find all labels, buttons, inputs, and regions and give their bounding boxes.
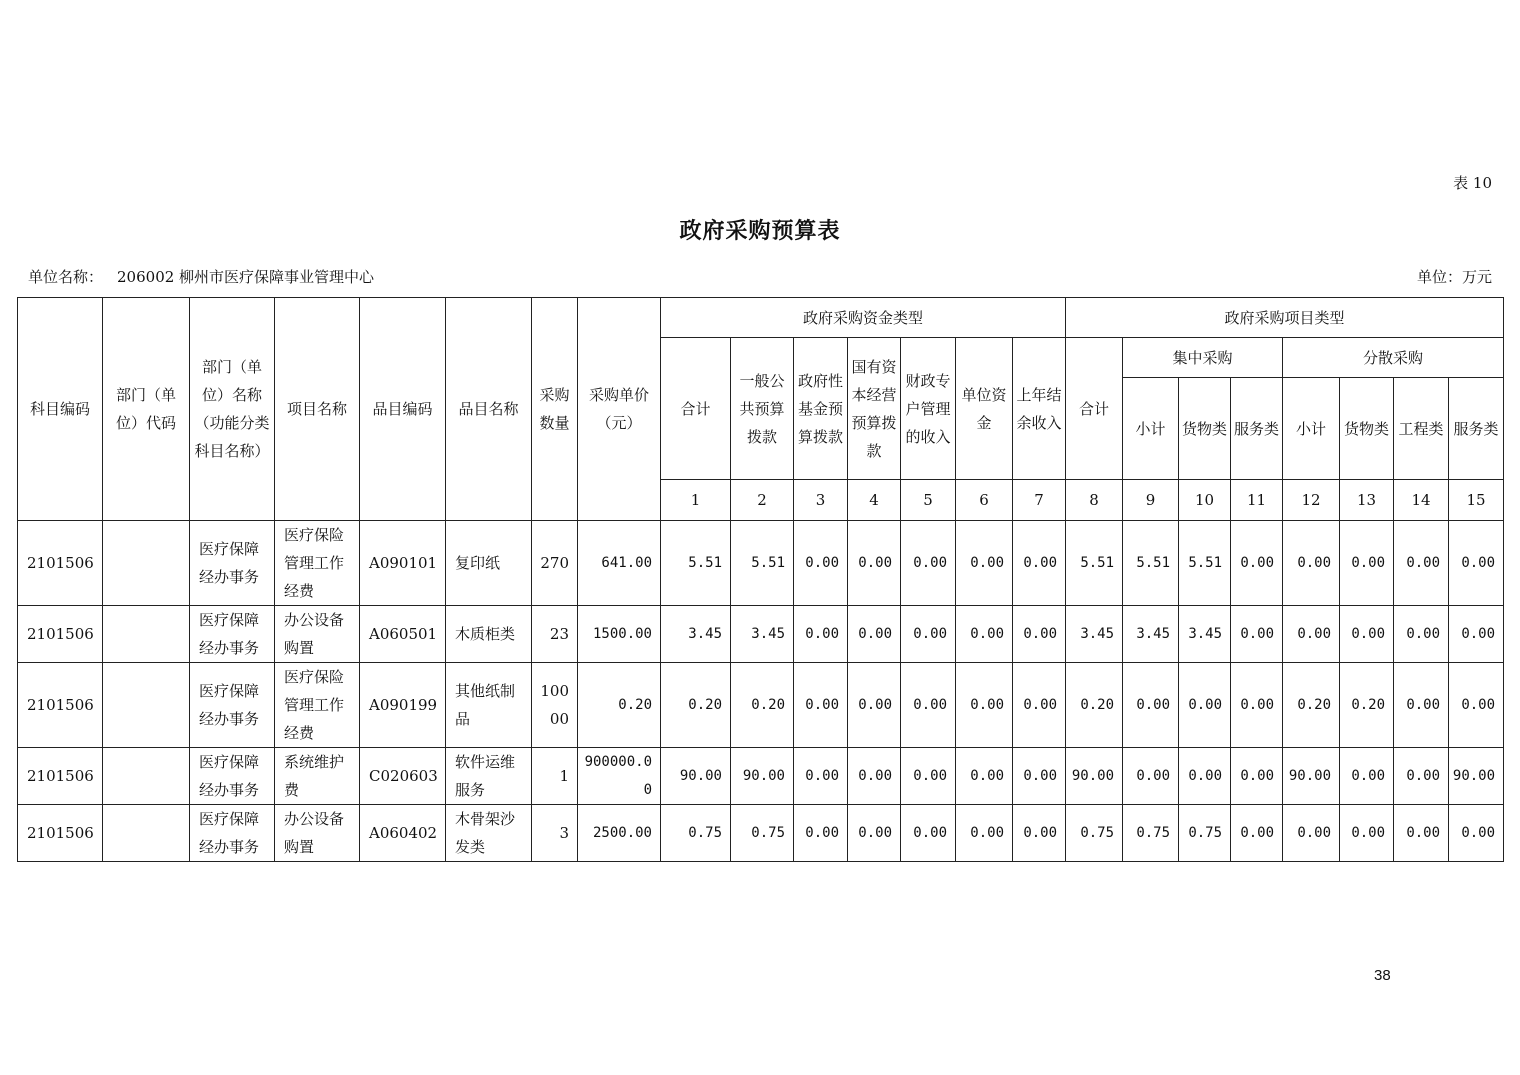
table-row (18, 663, 1504, 748)
amount-cell: 0.00 (794, 805, 848, 862)
header-dispersed-col: 货物类 (1340, 378, 1394, 480)
amount-cell: 0.00 (901, 748, 956, 805)
amount-cell: 0.00 (1013, 663, 1066, 748)
amount-cell: 0.00 (1179, 663, 1231, 748)
header-item-code: 品目编码 (360, 298, 446, 521)
amount-cell: 0.00 (794, 521, 848, 606)
quantity-cell: 23 (532, 606, 578, 663)
header-subject-code: 科目编码 (18, 298, 103, 521)
project-name-cell: 医疗保险管理工作经费 (275, 663, 360, 748)
amount-cell: 0.00 (794, 663, 848, 748)
unit-price-cell: 641.00 (578, 521, 661, 606)
amount-cell: 0.20 (1340, 663, 1394, 748)
column-number: 5 (901, 480, 956, 521)
header-fund-type: 政府采购资金类型 (661, 298, 1066, 338)
column-number: 7 (1013, 480, 1066, 521)
amount-cell: 0.20 (731, 663, 794, 748)
header-dispersed-procurement: 分散采购 (1283, 338, 1504, 378)
amount-cell: 0.00 (1231, 748, 1283, 805)
unit-price-cell: 900000.00 (578, 748, 661, 805)
item-code-cell: A060402 (360, 805, 446, 862)
column-number: 10 (1179, 480, 1231, 521)
amount-cell: 0.00 (1013, 606, 1066, 663)
amount-cell: 0.00 (1231, 606, 1283, 663)
quantity-cell: 270 (532, 521, 578, 606)
header-project-name: 项目名称 (275, 298, 360, 521)
amount-cell: 0.00 (1123, 663, 1179, 748)
amount-cell: 90.00 (661, 748, 731, 805)
item-name-cell: 软件运维服务 (446, 748, 532, 805)
amount-cell: 0.00 (1123, 748, 1179, 805)
amount-cell: 0.00 (794, 606, 848, 663)
table-row (18, 805, 1504, 862)
table-number: 表 10 (1453, 174, 1492, 192)
dept-name-cell: 医疗保障经办事务 (190, 748, 275, 805)
amount-cell: 0.00 (1340, 606, 1394, 663)
amount-cell: 3.45 (661, 606, 731, 663)
amount-cell: 0.00 (1394, 521, 1449, 606)
dept-code-cell (103, 748, 190, 805)
column-number: 8 (1066, 480, 1123, 521)
project-name-cell: 办公设备购置 (275, 606, 360, 663)
column-number: 14 (1394, 480, 1449, 521)
header-fund-col: 国有资本经营预算拨款 (848, 338, 901, 480)
unit-price-cell: 0.20 (578, 663, 661, 748)
amount-cell: 0.00 (1283, 606, 1340, 663)
header-item-name: 品目名称 (446, 298, 532, 521)
column-number: 3 (794, 480, 848, 521)
unit-name-label: 单位名称： (28, 268, 104, 286)
document-title: 政府采购预算表 (679, 218, 841, 244)
column-number: 6 (956, 480, 1013, 521)
column-number: 13 (1340, 480, 1394, 521)
amount-cell: 0.75 (1066, 805, 1123, 862)
item-name-cell: 其他纸制品 (446, 663, 532, 748)
amount-cell: 90.00 (1283, 748, 1340, 805)
header-dispersed-col: 工程类 (1394, 378, 1449, 480)
amount-cell: 0.00 (848, 748, 901, 805)
amount-cell: 3.45 (1123, 606, 1179, 663)
unit-price-cell: 2500.00 (578, 805, 661, 862)
amount-cell: 0.20 (661, 663, 731, 748)
amount-cell: 0.00 (1394, 805, 1449, 862)
amount-cell: 5.51 (1123, 521, 1179, 606)
header-dept-name: 部门（单位）名称（功能分类科目名称） (190, 298, 275, 521)
dept-name-cell: 医疗保障经办事务 (190, 521, 275, 606)
header-row-1 (18, 298, 1504, 338)
amount-cell: 5.51 (661, 521, 731, 606)
amount-cell: 0.75 (1123, 805, 1179, 862)
header-quantity: 采购数量 (532, 298, 578, 521)
amount-cell: 3.45 (731, 606, 794, 663)
header-fund-col: 合计 (661, 338, 731, 480)
item-name-cell: 木骨架沙发类 (446, 805, 532, 862)
amount-cell: 0.00 (1340, 748, 1394, 805)
amount-cell: 90.00 (1066, 748, 1123, 805)
project-name-cell: 医疗保险管理工作经费 (275, 521, 360, 606)
header-dispersed-col: 小计 (1283, 378, 1340, 480)
table-row (18, 606, 1504, 663)
amount-cell: 0.00 (901, 805, 956, 862)
amount-cell: 0.00 (794, 748, 848, 805)
header-unit-price: 采购单价（元） (578, 298, 661, 521)
amount-cell: 0.00 (956, 663, 1013, 748)
amount-cell: 0.00 (848, 606, 901, 663)
amount-cell: 0.00 (901, 663, 956, 748)
unit-price-cell: 1500.00 (578, 606, 661, 663)
amount-cell: 0.00 (1449, 521, 1504, 606)
amount-cell: 0.00 (1449, 663, 1504, 748)
header-project-type: 政府采购项目类型 (1066, 298, 1504, 338)
item-name-cell: 木质柜类 (446, 606, 532, 663)
amount-cell: 0.00 (901, 606, 956, 663)
column-number: 15 (1449, 480, 1504, 521)
amount-cell: 5.51 (1179, 521, 1231, 606)
project-name-cell: 系统维护费 (275, 748, 360, 805)
amount-cell: 5.51 (731, 521, 794, 606)
quantity-cell: 3 (532, 805, 578, 862)
amount-cell: 0.75 (731, 805, 794, 862)
amount-cell: 0.00 (1231, 521, 1283, 606)
dept-code-cell (103, 663, 190, 748)
amount-cell: 0.00 (1179, 748, 1231, 805)
item-name-cell: 复印纸 (446, 521, 532, 606)
header-dispersed-col: 服务类 (1449, 378, 1504, 480)
amount-cell: 0.00 (1283, 805, 1340, 862)
amount-cell: 3.45 (1066, 606, 1123, 663)
header-fund-col: 上年结余收入 (1013, 338, 1066, 480)
header-dept-code: 部门（单位）代码 (103, 298, 190, 521)
column-number: 2 (731, 480, 794, 521)
item-code-cell: C020603 (360, 748, 446, 805)
amount-cell: 0.00 (1394, 606, 1449, 663)
amount-cell: 0.00 (1394, 748, 1449, 805)
table-body (18, 521, 1504, 862)
quantity-cell: 1 (532, 748, 578, 805)
amount-cell: 0.75 (661, 805, 731, 862)
subject-code-cell: 2101506 (18, 748, 103, 805)
amount-cell: 90.00 (731, 748, 794, 805)
amount-cell: 0.00 (956, 606, 1013, 663)
amount-cell: 0.00 (848, 663, 901, 748)
amount-cell: 0.00 (1013, 805, 1066, 862)
amount-cell: 0.00 (1231, 663, 1283, 748)
amount-cell: 0.00 (1340, 521, 1394, 606)
column-number: 9 (1123, 480, 1179, 521)
header-fund-col: 政府性基金预算拨款 (794, 338, 848, 480)
amount-cell: 0.00 (1394, 663, 1449, 748)
subject-code-cell: 2101506 (18, 663, 103, 748)
unit-name-value: 206002 柳州市医疗保障事业管理中心 (117, 268, 375, 286)
amount-cell: 0.00 (956, 805, 1013, 862)
header-project-total: 合计 (1066, 338, 1123, 480)
header-central-col: 小计 (1123, 378, 1179, 480)
column-number: 4 (848, 480, 901, 521)
header-fund-col: 单位资金 (956, 338, 1013, 480)
dept-name-cell: 医疗保障经办事务 (190, 805, 275, 862)
amount-cell: 0.00 (956, 521, 1013, 606)
header-fund-col: 财政专户管理的收入 (901, 338, 956, 480)
header-central-col: 货物类 (1179, 378, 1231, 480)
subject-code-cell: 2101506 (18, 521, 103, 606)
amount-cell: 0.20 (1066, 663, 1123, 748)
dept-code-cell (103, 805, 190, 862)
subject-code-cell: 2101506 (18, 606, 103, 663)
dept-name-cell: 医疗保障经办事务 (190, 663, 275, 748)
amount-cell: 0.20 (1283, 663, 1340, 748)
amount-cell: 0.00 (848, 521, 901, 606)
project-name-cell: 办公设备购置 (275, 805, 360, 862)
dept-code-cell (103, 521, 190, 606)
column-number: 1 (661, 480, 731, 521)
money-unit: 单位：万元 (1416, 268, 1492, 286)
item-code-cell: A090101 (360, 521, 446, 606)
amount-cell: 0.00 (901, 521, 956, 606)
column-number: 11 (1231, 480, 1283, 521)
amount-cell: 0.00 (1013, 748, 1066, 805)
amount-cell: 0.00 (956, 748, 1013, 805)
amount-cell: 0.00 (1283, 521, 1340, 606)
amount-cell: 90.00 (1449, 748, 1504, 805)
amount-cell: 0.00 (1449, 805, 1504, 862)
header-central-procurement: 集中采购 (1123, 338, 1283, 378)
amount-cell: 3.45 (1179, 606, 1231, 663)
dept-code-cell (103, 606, 190, 663)
amount-cell: 0.00 (1340, 805, 1394, 862)
unit-name-line (28, 266, 374, 287)
column-number: 12 (1283, 480, 1340, 521)
amount-cell: 0.75 (1179, 805, 1231, 862)
procurement-budget-table (17, 297, 1504, 862)
dept-name-cell: 医疗保障经办事务 (190, 606, 275, 663)
amount-cell: 0.00 (1013, 521, 1066, 606)
quantity-cell: 10000 (532, 663, 578, 748)
table-row (18, 521, 1504, 606)
amount-cell: 0.00 (1449, 606, 1504, 663)
amount-cell: 0.00 (1231, 805, 1283, 862)
item-code-cell: A060501 (360, 606, 446, 663)
amount-cell: 5.51 (1066, 521, 1123, 606)
header-central-col: 服务类 (1231, 378, 1283, 480)
subject-code-cell: 2101506 (18, 805, 103, 862)
amount-cell: 0.00 (848, 805, 901, 862)
table-row (18, 748, 1504, 805)
item-code-cell: A090199 (360, 663, 446, 748)
page-number: 38 (1374, 967, 1391, 984)
header-fund-col: 一般公共预算拨款 (731, 338, 794, 480)
